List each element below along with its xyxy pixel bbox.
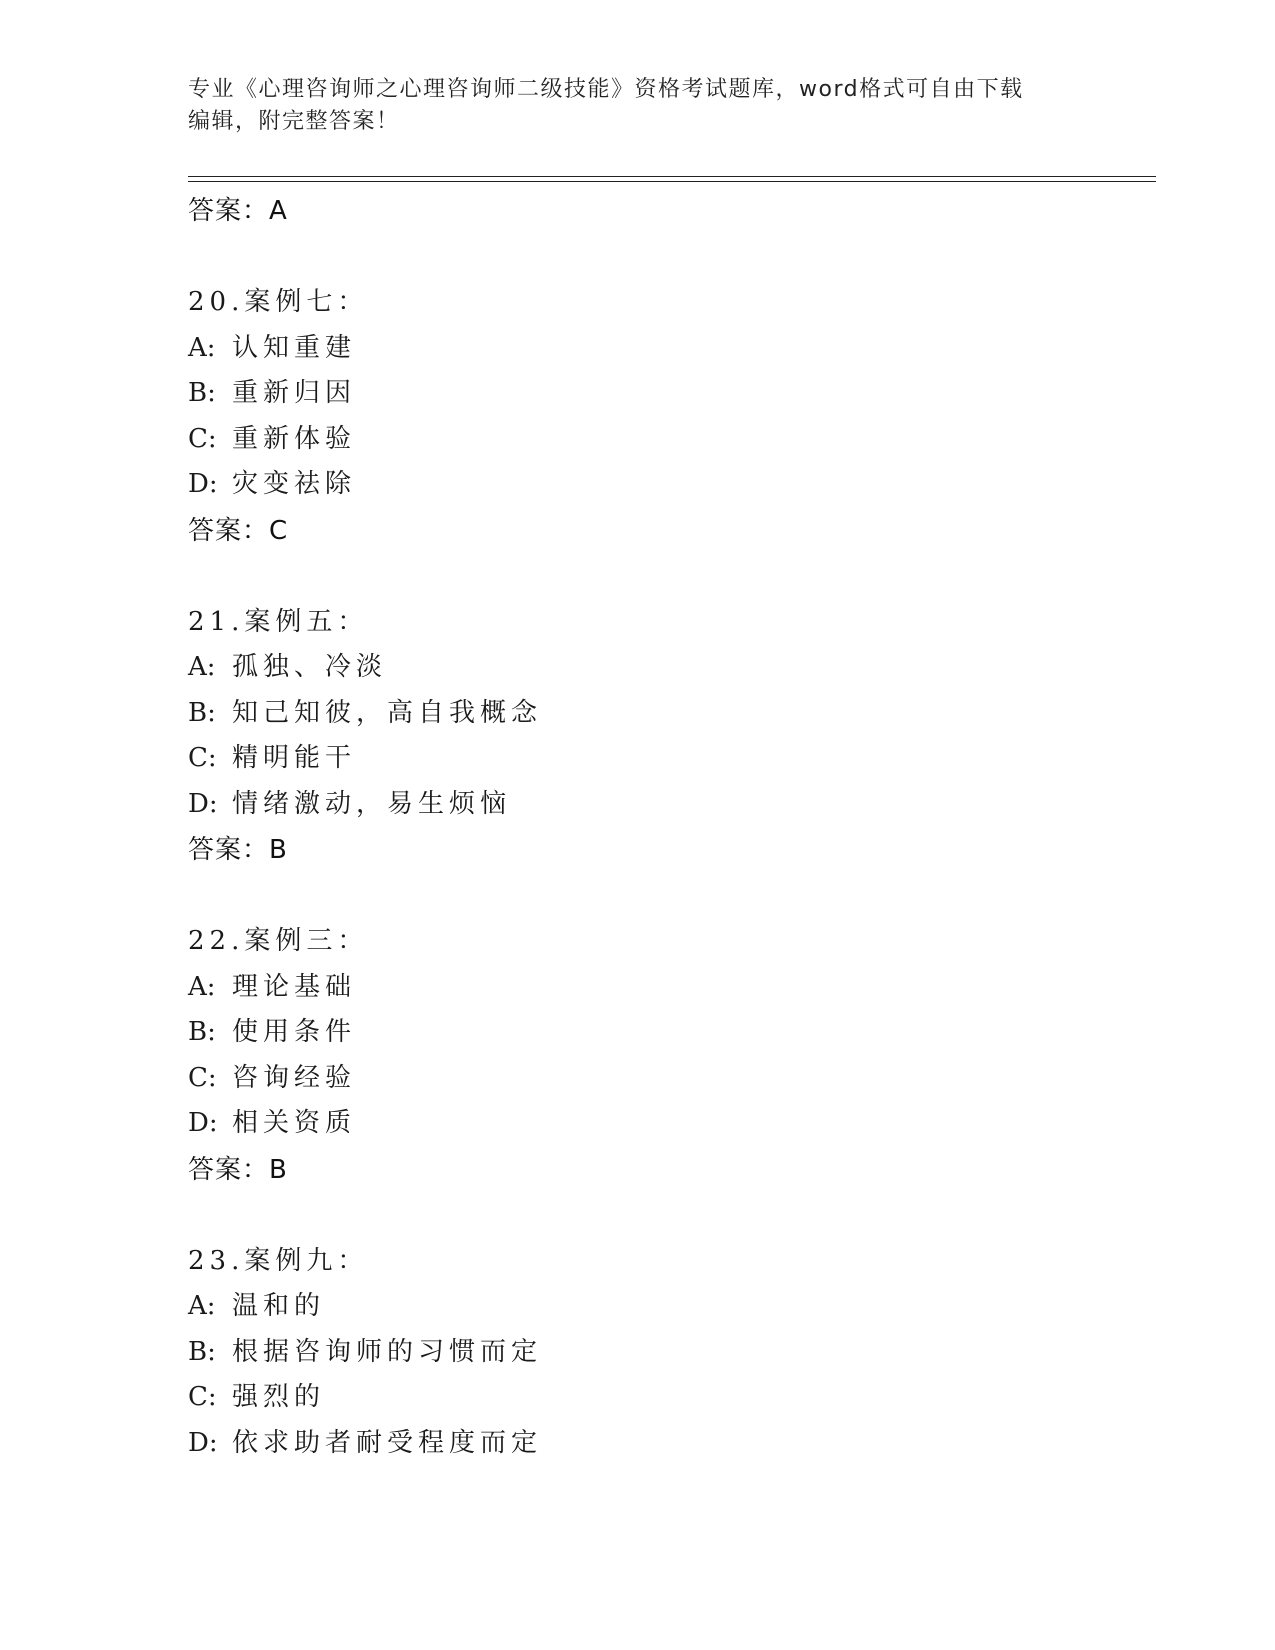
option-text: 情绪激动，易生烦恼 <box>232 788 512 819</box>
option-text: 根据咨询师的习惯而定 <box>232 1336 543 1367</box>
option-letter: D: <box>188 1108 218 1138</box>
option-letter: B: <box>188 378 216 408</box>
option-letter: A: <box>188 332 216 363</box>
option-letter: B: <box>188 1017 216 1047</box>
option-a <box>188 965 1128 1011</box>
question-title: 23.案例九： <box>188 1245 369 1276</box>
spacer <box>188 554 1128 600</box>
option-b <box>188 1010 1128 1056</box>
header-line-1: 专业《心理咨询师之心理咨询师二级技能》资格考试题库，word格式可自由下载 <box>188 77 1024 102</box>
spacer <box>188 1193 1128 1239</box>
question-title: 20.案例七： <box>188 287 369 317</box>
option-c <box>188 1375 1128 1421</box>
option-letter: C: <box>188 1382 217 1412</box>
question-list <box>188 188 1128 1466</box>
answer-line: 答案：A <box>188 196 288 226</box>
option-letter: B: <box>188 697 216 728</box>
answer-line: 答案：B <box>188 835 288 865</box>
option-letter: A: <box>188 1291 216 1321</box>
option-d <box>188 1421 1128 1467</box>
question-title: 21.案例五： <box>188 606 369 637</box>
header-divider-top <box>188 176 1156 177</box>
option-letter: B: <box>188 1336 216 1367</box>
option-text: 精明能干 <box>232 743 357 773</box>
question-block <box>188 919 1128 1193</box>
option-a <box>188 1284 1128 1330</box>
option-a <box>188 326 1128 372</box>
option-c <box>188 736 1128 782</box>
question-block <box>188 280 1128 554</box>
option-text: 知己知彼，高自我概念 <box>232 697 543 728</box>
option-text: 重新体验 <box>232 423 357 454</box>
option-letter: A: <box>188 971 216 1002</box>
option-letter: D: <box>188 1427 218 1458</box>
option-d <box>188 782 1128 828</box>
option-letter: A: <box>188 652 216 682</box>
option-text: 咨询经验 <box>232 1062 357 1093</box>
option-letter: C: <box>188 743 217 773</box>
option-text: 孤独、冷淡 <box>232 652 388 682</box>
option-text: 重新归因 <box>232 378 357 408</box>
spacer <box>188 873 1128 919</box>
option-d <box>188 1101 1128 1147</box>
option-b <box>188 691 1128 737</box>
option-a <box>188 645 1128 691</box>
option-b <box>188 371 1128 417</box>
option-text: 相关资质 <box>232 1108 357 1138</box>
header-line-2: 编辑，附完整答案！ <box>188 109 400 134</box>
question-title: 22.案例三： <box>188 926 369 956</box>
option-letter: D: <box>188 788 218 819</box>
question-block <box>188 600 1128 874</box>
option-letter: C: <box>188 1062 217 1093</box>
option-letter: D: <box>188 469 218 499</box>
document-header <box>188 74 1088 138</box>
option-c <box>188 1056 1128 1102</box>
option-text: 理论基础 <box>232 971 357 1002</box>
answer-line: 答案：B <box>188 1154 288 1185</box>
spacer <box>188 234 1128 280</box>
header-divider-bottom <box>188 181 1156 182</box>
option-text: 强烈的 <box>232 1382 326 1412</box>
option-text: 灾变祛除 <box>232 469 357 499</box>
option-text: 依求助者耐受程度而定 <box>232 1427 543 1458</box>
option-d <box>188 462 1128 508</box>
option-letter: C: <box>188 423 217 454</box>
option-text: 认知重建 <box>232 332 357 363</box>
option-text: 使用条件 <box>232 1017 357 1047</box>
option-text: 温和的 <box>232 1291 326 1321</box>
question-block <box>188 1239 1128 1467</box>
option-b <box>188 1330 1128 1376</box>
option-c <box>188 417 1128 463</box>
answer-line: 答案：C <box>188 515 289 546</box>
